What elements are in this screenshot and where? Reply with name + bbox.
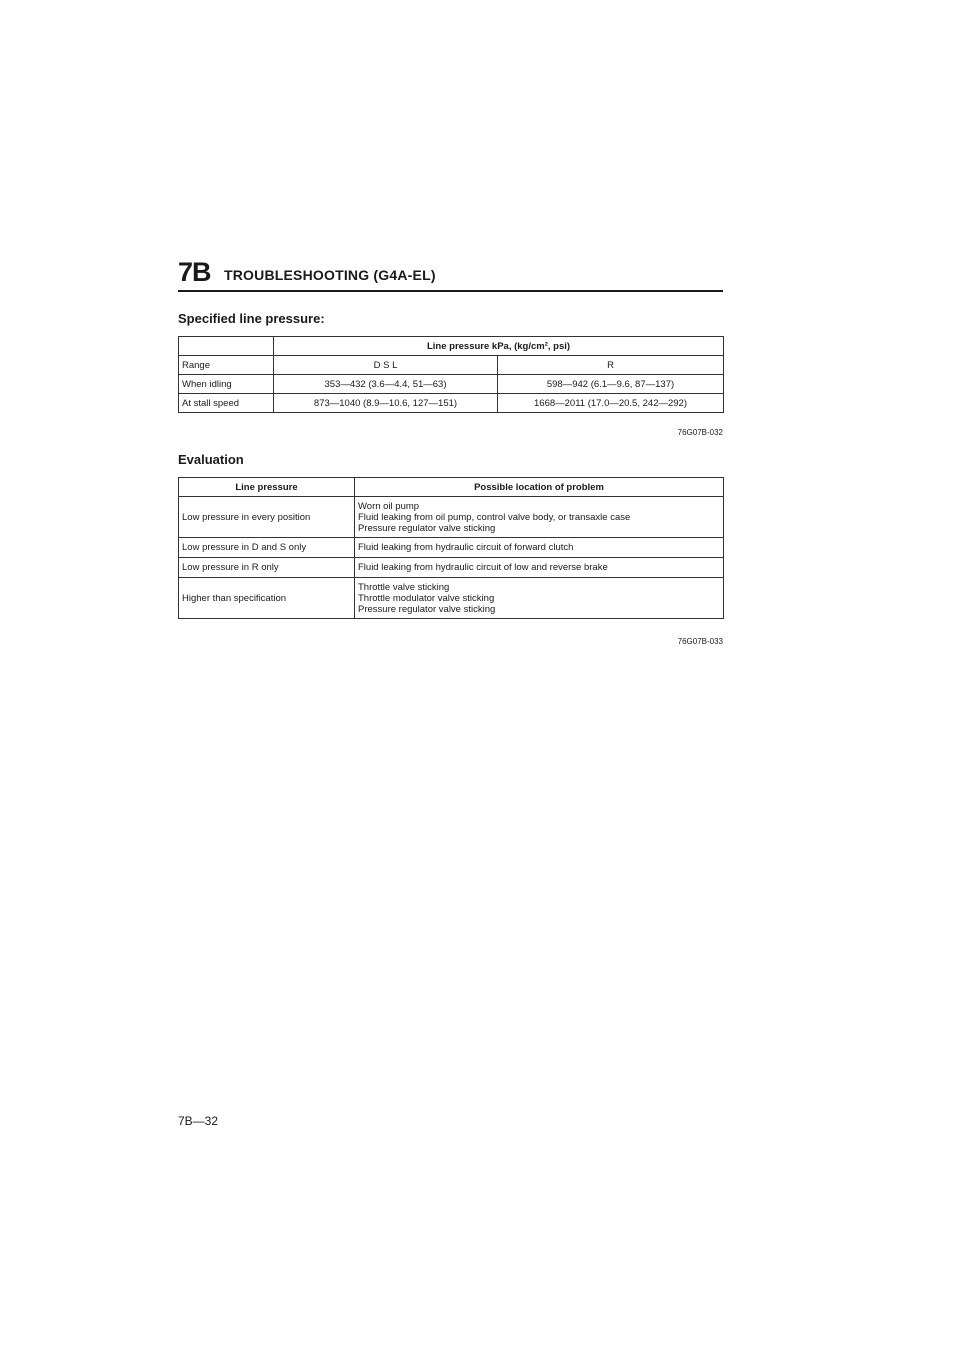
r-value: 598—942 (6.1—9.6, 87—137) — [498, 375, 724, 394]
cause-line: Pressure regulator valve sticking — [358, 603, 496, 615]
line-pressure-heading: Specified line pressure: — [178, 311, 325, 326]
cause-line: Pressure regulator valve sticking — [358, 522, 496, 534]
table-row — [179, 356, 724, 375]
line-pressure-table — [178, 336, 724, 413]
table-row — [179, 497, 724, 538]
figure-code: 76G07B-033 — [677, 637, 723, 646]
row-label: Range — [179, 356, 274, 375]
causes-cell — [355, 497, 724, 538]
cause-line: Fluid leaking from oil pump, control valve body, or transaxle case — [358, 511, 631, 523]
table-row — [179, 538, 724, 558]
causes-cell — [355, 558, 724, 578]
figure-code: 76G07B-032 — [677, 428, 723, 437]
row-label: At stall speed — [179, 394, 274, 413]
section-number: 7B — [178, 257, 211, 287]
table-header-row — [179, 478, 724, 497]
cause-line: Throttle valve sticking — [358, 581, 450, 593]
r-value: R — [498, 356, 724, 375]
col-header-problem-location: Possible location of problem — [355, 478, 724, 497]
evaluation-heading: Evaluation — [178, 452, 244, 467]
table-corner-cell — [179, 337, 274, 356]
page-number: 7B—32 — [178, 1114, 219, 1128]
evaluation-table — [178, 477, 724, 619]
table-header-row — [179, 337, 724, 356]
cause-line: Worn oil pump — [358, 500, 420, 512]
condition-cell: Higher than specification — [179, 578, 355, 619]
condition-cell: Low pressure in R only — [179, 558, 355, 578]
table-row — [179, 394, 724, 413]
col-header-line-pressure: Line pressure — [179, 478, 355, 497]
page-header — [178, 258, 723, 292]
row-label: When idling — [179, 375, 274, 394]
table-row — [179, 375, 724, 394]
section-title: TROUBLESHOOTING (G4A-EL) — [224, 267, 436, 283]
table-row — [179, 578, 724, 619]
cause-line: Fluid leaking from hydraulic circuit of forward clutch — [358, 542, 574, 553]
table-row — [179, 558, 724, 578]
r-value: 1668—2011 (17.0—20.5, 242—292) — [498, 394, 724, 413]
line-pressure-header: Line pressure kPa, (kg/cm², psi) — [274, 337, 724, 356]
dsl-value: 353—432 (3.6—4.4, 51—63) — [274, 375, 498, 394]
condition-cell: Low pressure in every position — [179, 497, 355, 538]
dsl-value: D S L — [274, 356, 498, 375]
causes-cell — [355, 578, 724, 619]
cause-line: Throttle modulator valve sticking — [358, 592, 495, 604]
dsl-value: 873—1040 (8.9—10.6, 127—151) — [274, 394, 498, 413]
cause-line: Fluid leaking from hydraulic circuit of low and reverse brake — [358, 562, 608, 573]
condition-cell: Low pressure in D and S only — [179, 538, 355, 558]
causes-cell — [355, 538, 724, 558]
